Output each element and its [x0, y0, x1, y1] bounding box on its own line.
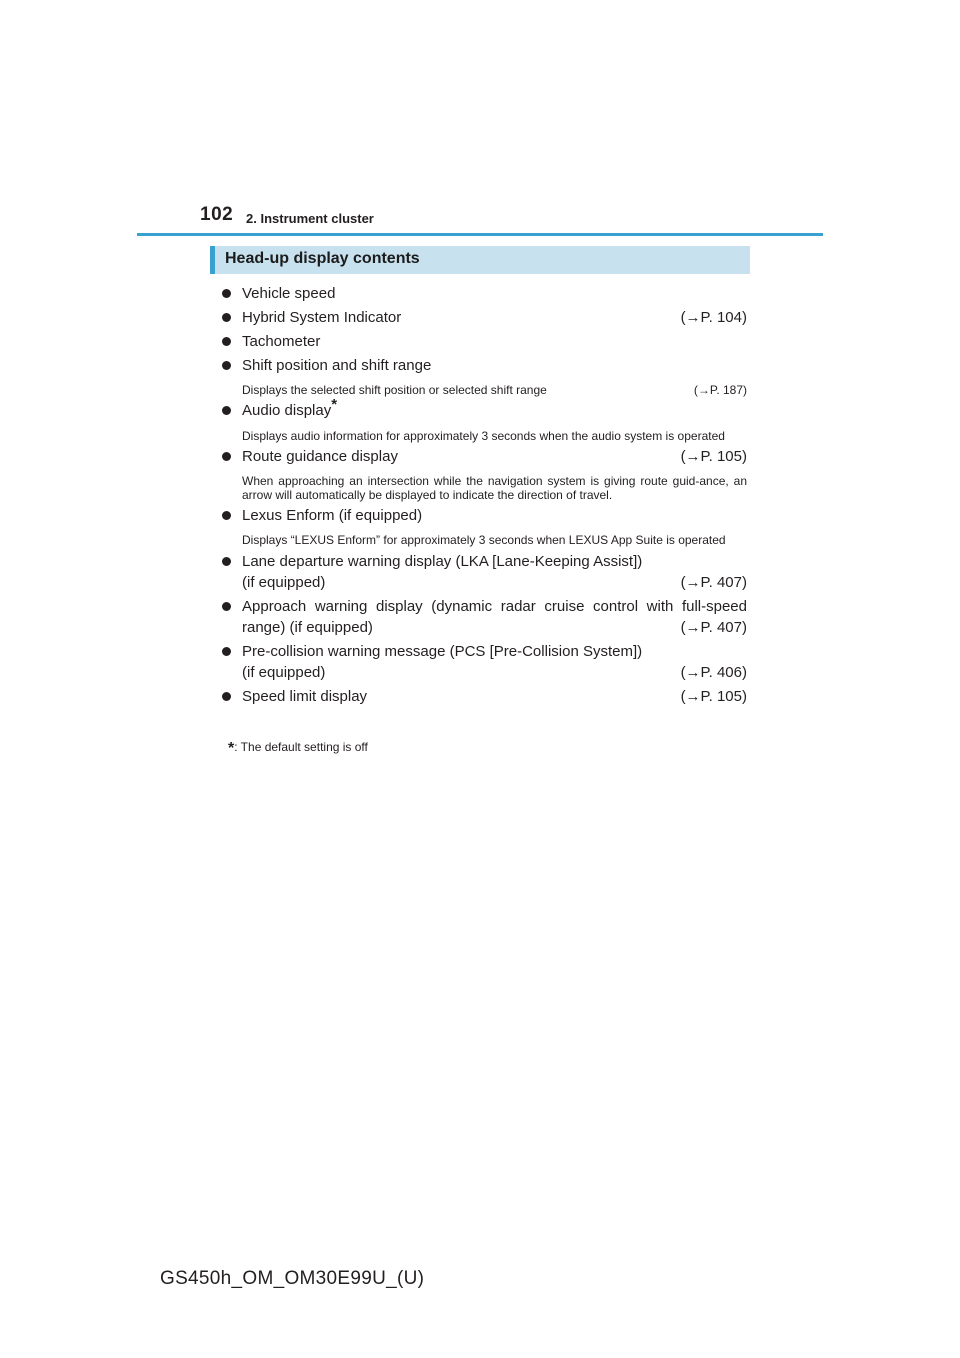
- item-note: [242, 383, 747, 397]
- bullet-icon: [222, 289, 231, 298]
- footnote: [228, 740, 368, 758]
- bullet-icon: [222, 313, 231, 322]
- page-reference: (→P. 104): [680, 309, 747, 326]
- item-note: Displays audio information for approximately 3 seconds when the audio system is operated: [242, 429, 725, 443]
- list-item: [220, 505, 747, 526]
- item-label: Vehicle speed: [242, 285, 336, 302]
- item-label: Speed limit display: [242, 688, 368, 705]
- page-reference: (→P. 407): [680, 619, 747, 636]
- page-reference: (→P. 105): [680, 448, 747, 465]
- list-item: [220, 396, 747, 421]
- footer-code: GS450h_OM_OM30E99U_(U): [160, 1268, 425, 1289]
- item-label: Tachometer: [242, 333, 321, 350]
- item-label: Audio display: [242, 402, 332, 419]
- item-label: Lane departure warning display (LKA [Lane-Keeping Assist]): [242, 553, 643, 570]
- content-list: [220, 283, 747, 707]
- item-label-continued: range) (if equipped): [242, 619, 373, 636]
- item-note: When approaching an intersection while the navigation system is giving route guid-ance, an arrow will automatically be displayed to indicate the direction of travel.: [242, 474, 747, 502]
- bullet-icon: [222, 602, 231, 611]
- chapter-title: 2. Instrument cluster: [246, 211, 374, 226]
- list-item: [220, 307, 747, 328]
- note-text: Displays the selected shift position or selected shift range: [242, 383, 547, 397]
- item-note: Displays “LEXUS Enform” for approximately 3 seconds when LEXUS App Suite is operated: [242, 533, 726, 547]
- list-item: [220, 551, 747, 593]
- item-line: [242, 572, 747, 593]
- footnote-text: : The default setting is off: [234, 740, 368, 754]
- bullet-icon: [222, 337, 231, 346]
- item-label: Approach warning display (dynamic radar cruise control with full-speed: [242, 598, 747, 615]
- list-item: [220, 331, 747, 352]
- page-reference: (→P. 407): [680, 574, 747, 591]
- item-line: [242, 686, 747, 707]
- item-label: Lexus Enform (if equipped): [242, 507, 423, 524]
- bullet-icon: [222, 452, 231, 461]
- bullet-icon: [222, 511, 231, 520]
- section-header: [210, 246, 750, 274]
- list-item: [220, 596, 747, 638]
- item-line: [242, 446, 747, 467]
- item-line: [242, 662, 747, 683]
- page-reference: (→P. 406): [680, 664, 747, 681]
- page-reference: (→P. 105): [680, 688, 747, 705]
- bullet-icon: [222, 361, 231, 370]
- item-label: Hybrid System Indicator: [242, 309, 402, 326]
- footnote-star: *: [331, 396, 338, 413]
- page-number: 102: [200, 204, 234, 225]
- list-item: [220, 283, 747, 304]
- page-reference: (→P. 187): [693, 383, 747, 397]
- header-rule: [137, 233, 823, 236]
- item-label: Shift position and shift range: [242, 357, 432, 374]
- list-item: [220, 641, 747, 683]
- item-line: [242, 307, 747, 328]
- bullet-icon: [222, 692, 231, 701]
- item-label: Route guidance display: [242, 448, 398, 465]
- list-item: [220, 355, 747, 376]
- bullet-icon: [222, 406, 231, 415]
- bullet-icon: [222, 647, 231, 656]
- list-item: [220, 446, 747, 467]
- list-item: [220, 686, 747, 707]
- item-label: Pre-collision warning message (PCS [Pre-Collision System]): [242, 643, 643, 660]
- item-line: [242, 617, 747, 638]
- footnote-mark: *: [228, 740, 235, 757]
- item-label-continued: (if equipped): [242, 574, 326, 591]
- item-label-continued: (if equipped): [242, 664, 326, 681]
- bullet-icon: [222, 557, 231, 566]
- section-title: Head-up display contents: [225, 250, 420, 267]
